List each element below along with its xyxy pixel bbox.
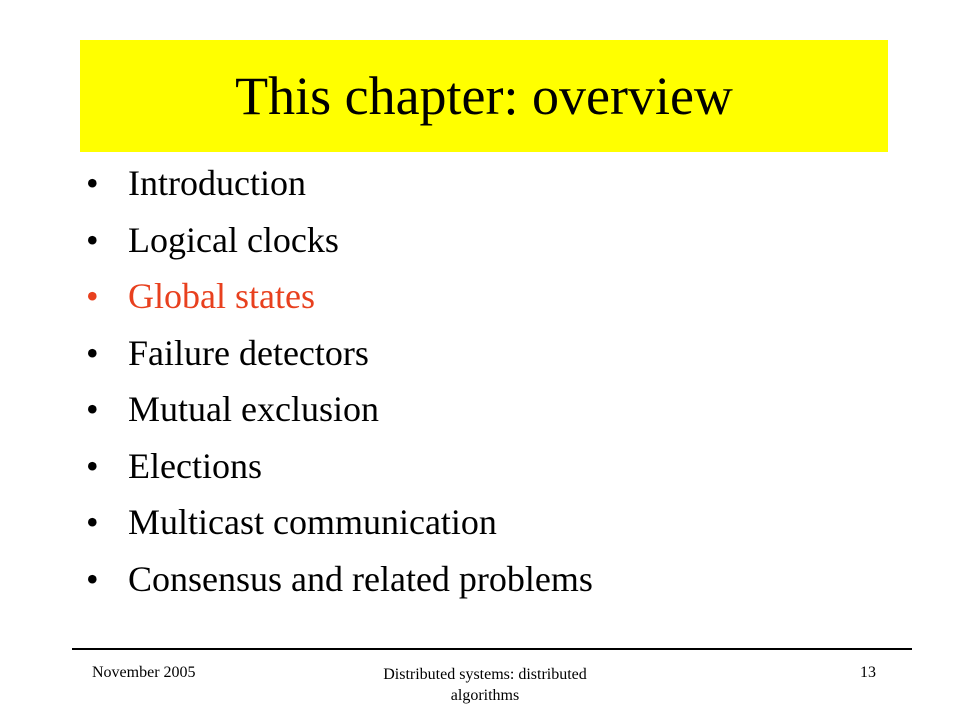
topic-multicast-communication bbox=[86, 494, 593, 551]
footer-divider bbox=[72, 648, 912, 650]
footer-date: November 2005 bbox=[92, 664, 196, 681]
bullet-marker: • bbox=[86, 389, 99, 430]
topic-elections bbox=[86, 438, 593, 495]
slide-title: This chapter: overview bbox=[235, 66, 733, 126]
topic-introduction bbox=[86, 155, 593, 212]
footer-course-title: Distributed systems: distributed algorithms bbox=[383, 666, 587, 704]
bullet-marker: • bbox=[86, 558, 99, 599]
bullet-marker: • bbox=[86, 163, 99, 204]
topic-consensus bbox=[86, 551, 593, 608]
topic-label: Global states bbox=[128, 276, 315, 317]
topic-label: Introduction bbox=[128, 163, 306, 204]
bullet-marker: • bbox=[86, 332, 99, 373]
title-banner bbox=[80, 40, 888, 152]
topic-label: Elections bbox=[128, 445, 262, 486]
bullet-marker: • bbox=[86, 445, 99, 486]
topic-label: Failure detectors bbox=[128, 332, 369, 373]
topic-global-states bbox=[86, 268, 593, 325]
topic-failure-detectors bbox=[86, 325, 593, 382]
chapter-topic-list bbox=[86, 155, 593, 607]
bullet-marker: • bbox=[86, 276, 99, 317]
topic-logical-clocks bbox=[86, 212, 593, 269]
bullet-marker: • bbox=[86, 502, 99, 543]
topic-mutual-exclusion bbox=[86, 381, 593, 438]
topic-label: Logical clocks bbox=[128, 219, 339, 260]
topic-label: Mutual exclusion bbox=[128, 389, 379, 430]
slide-page-number: 13 bbox=[860, 664, 876, 681]
bullet-marker: • bbox=[86, 219, 99, 260]
topic-label: Multicast communication bbox=[128, 502, 497, 543]
topic-label: Consensus and related problems bbox=[128, 558, 593, 599]
